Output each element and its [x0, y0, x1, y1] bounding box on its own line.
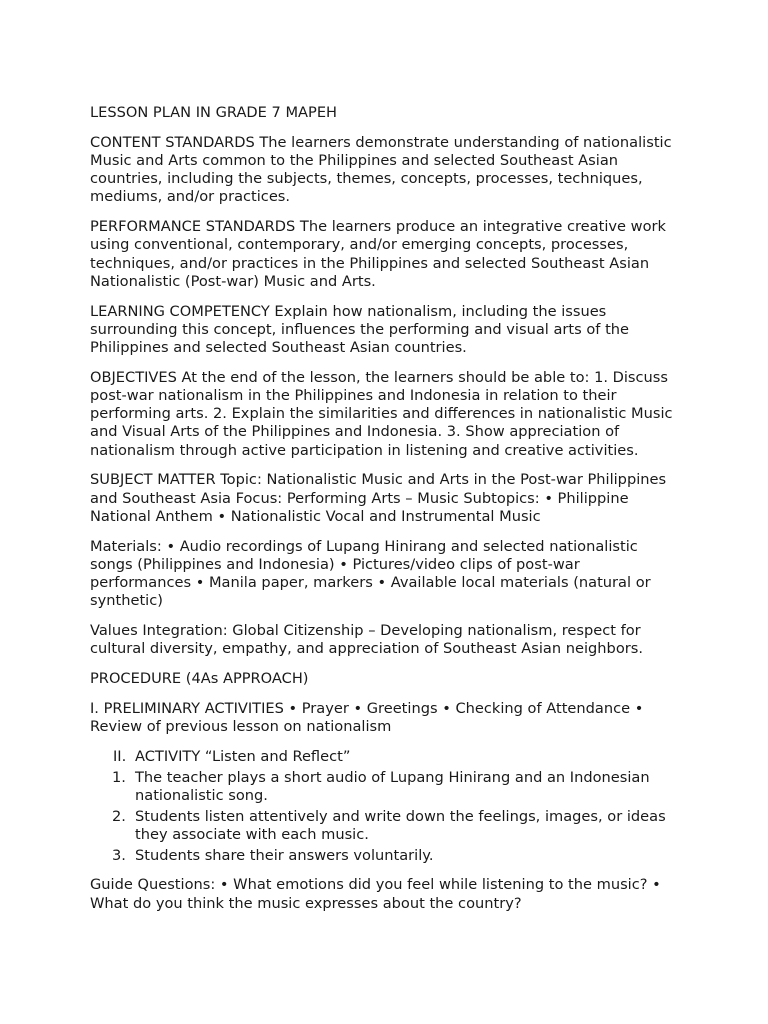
materials-paragraph: Materials: • Audio recordings of Lupang Hinirang and selected nationalistic songs (Philippines and Indonesia) • Pictures/video clips of post-war performances • Manila paper, markers • Available local materials (natural or synthetic) [90, 537, 651, 610]
preliminary-activities-paragraph: I. PRELIMINARY ACTIVITIES • Prayer • Greetings • Checking of Attendance • Review of previous lesson on nationalism [90, 699, 644, 736]
content-standards-paragraph: CONTENT STANDARDS The learners demonstrate understanding of nationalistic Music and Arts common to the Philippines and selected Southeast Asian countries, including the subjects, themes, concepts, processes, techniques, mediums, and/or practices. [90, 133, 672, 206]
document-page [90, 104, 680, 924]
list-item-number: 2. [112, 807, 126, 825]
activity-label: ACTIVITY “Listen and Reflect” [135, 747, 351, 765]
activity-steps-list [90, 769, 680, 865]
learning-competency-paragraph: LEARNING COMPETENCY Explain how nationalism, including the issues surrounding this concept, influences the performing and visual arts of the Philippines and selected Southeast Asian countries. [90, 302, 630, 357]
list-item-number: 1. [112, 768, 126, 786]
list-item-text: Students listen attentively and write down the feelings, images, or ideas they associate with each music. [135, 807, 666, 843]
objectives-paragraph: OBJECTIVES At the end of the lesson, the learners should be able to: 1. Discuss post-war nationalism in the Philippines and Indonesia in relation to their performing arts. 2. Explain the similarities and differences in nationalistic Music and Visual Arts of the Philippines and Indonesia. 3. Show appreciation of nationalism through active participation in listening and creative activities. [90, 368, 673, 459]
list-item [90, 847, 680, 865]
list-item [90, 808, 680, 844]
list-item [90, 769, 680, 805]
performance-standards-paragraph: PERFORMANCE STANDARDS The learners produce an integrative creative work using conventional, contemporary, and/or emerging concepts, processes, techniques, and/or practices in the Philippines and selected Southeast Asian Nationalistic (Post-war) Music and Arts. [90, 218, 666, 290]
values-integration-paragraph: Values Integration: Global Citizenship – Developing nationalism, respect for cultural diversity, empathy, and appreciation of Southeast Asian neighbors. [90, 622, 643, 658]
list-item-text: The teacher plays a short audio of Lupang Hinirang and an Indonesian nationalistic song. [135, 768, 650, 804]
activity-heading [90, 748, 680, 766]
activity-number: II. [113, 747, 127, 765]
list-item-number: 3. [112, 846, 126, 864]
procedure-heading: PROCEDURE (4As APPROACH) [90, 670, 309, 688]
list-item-text: Students share their answers voluntarily. [135, 846, 434, 864]
guide-questions-paragraph: Guide Questions: • What emotions did you feel while listening to the music? • What do you think the music expresses about the country? [90, 876, 661, 912]
subject-matter-paragraph: SUBJECT MATTER Topic: Nationalistic Music and Arts in the Post-war Philippines and Southeast Asia Focus: Performing Arts – Music Subtopics: • Philippine National Anthem • Nationalistic Vocal and Instrumental Music [90, 471, 667, 525]
document-title: LESSON PLAN IN GRADE 7 MAPEH [90, 104, 338, 121]
